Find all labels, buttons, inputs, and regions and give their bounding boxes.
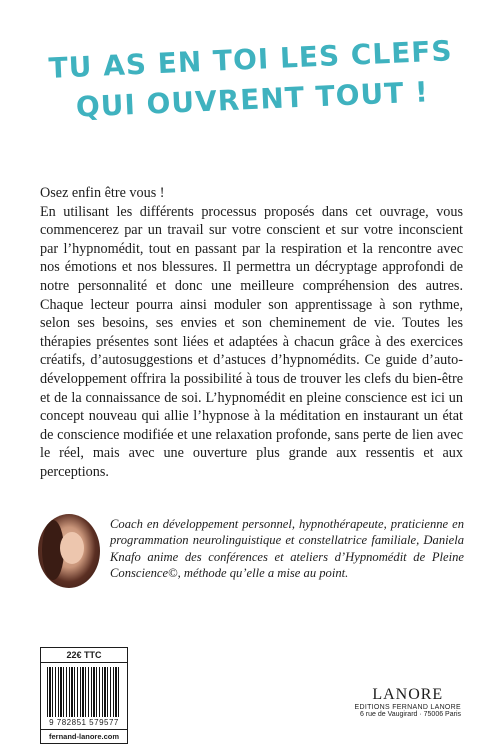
author-photo	[38, 514, 100, 588]
publisher-address: 6 rue de Vaugirard · 75006 Paris	[359, 711, 461, 718]
publisher-logo: LANORE	[372, 686, 444, 703]
headline-line-2: QUI OUVRENT TOUT !	[75, 75, 430, 124]
author-bio: Coach en développement personnel, hypnothérapeute, praticienne en programmation neurolinguistique et constellatrice familiale, Daniela Knafo anime des conférences et ateliers d’Hypnomédit de Pleine Conscience©, méthode qu’elle a mise au point.	[110, 517, 464, 580]
barcode	[47, 667, 121, 717]
price-label: 22€ TTC	[41, 648, 127, 663]
blurb-intro: Osez enfin être vous !	[40, 185, 165, 201]
cover-headline	[0, 29, 503, 131]
author-photo-face	[60, 532, 84, 564]
headline-line-1: TU AS EN TOI LES CLEFS	[47, 34, 454, 85]
publisher-block	[355, 686, 461, 718]
publisher-website: fernand-lanore.com	[41, 729, 127, 743]
price-barcode-box	[40, 647, 128, 744]
blurb	[40, 184, 463, 482]
isbn-number: 9 782851 579577	[49, 718, 119, 727]
blurb-body: En utilisant les différents processus proposés dans cet ouvrage, vous commencerez par un travail sur votre conscient et sur votre inconscient par l’hypnomédit, tout en passant par la respiration et la rencontre avec nos émotions et nos blessures. Il permettra un décryptage approfondi de notre personnalité et donc une meilleure compréhension des autres. Chaque lecteur pourra ainsi moduler son apprentissage à son rythme, selon ses besoins, ses envies et son cheminement de vie. Toutes les thérapies présentes sont liées et adaptées à chacun grâce à des exercices créatifs, d’autosuggestions et d’astuces d’hypnomédits. Ce guide d’auto-développement offrira la possibilité à tous de trouver les clefs du bien-être et de la connaissance de soi. L’hypnomédit en pleine conscience est ici un concept nouveau qui allie l’hypnose à la méditation en instaurant un état de conscience modifiée et une relaxation profonde, sans perte de lien avec le réel, mais avec une ouverture plus grande aux ressentis et aux perceptions.	[40, 203, 463, 480]
publisher-name: EDITIONS FERNAND LANORE	[354, 704, 461, 711]
